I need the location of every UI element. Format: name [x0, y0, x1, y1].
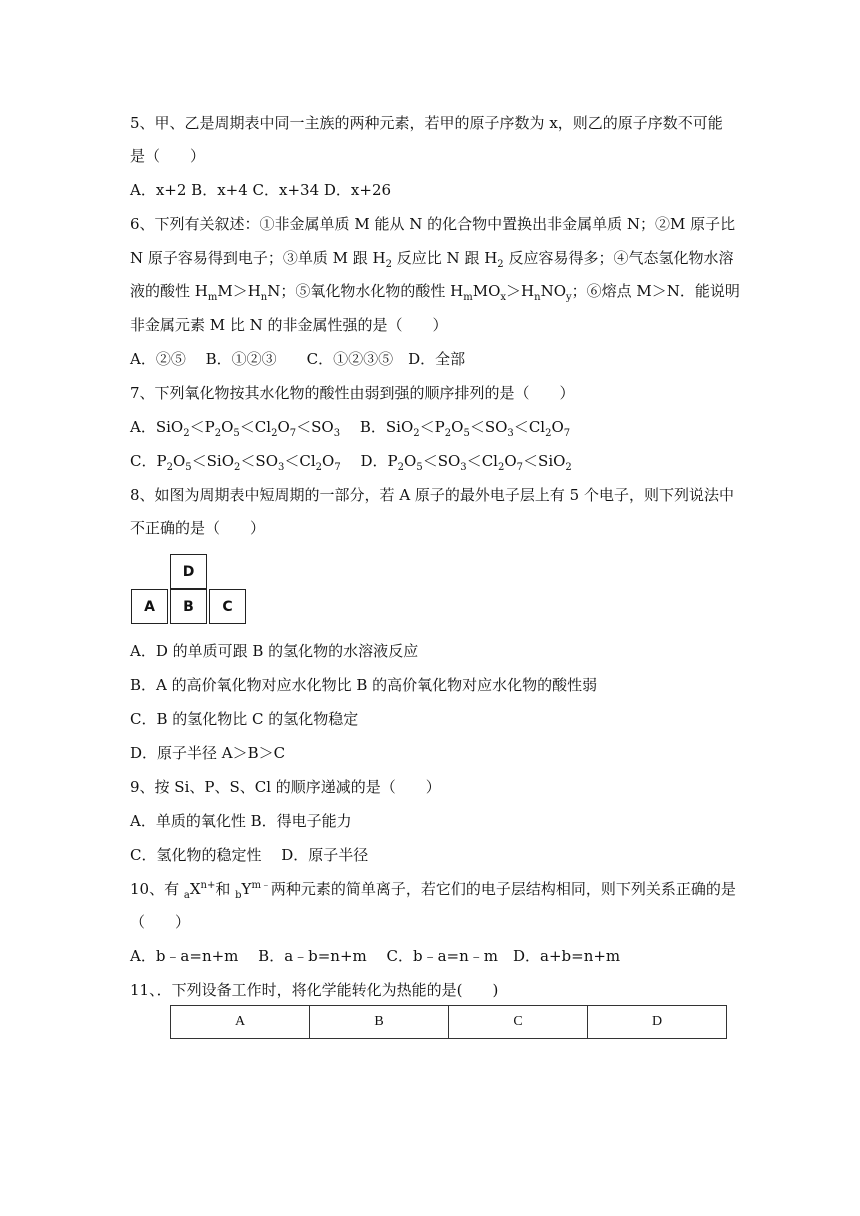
q5-options: A．x+2 B．x+4 C．x+34 D．x+26 [130, 181, 392, 199]
cell-b: B [170, 589, 207, 624]
q11-options-table [170, 1005, 727, 1039]
q6-stem-line1: 6、下列有关叙述：①非金属单质 M 能从 N 的化合物中置换出非金属单质 N；②M 原子比 [130, 215, 736, 233]
q10-stem-line2: （ ） [130, 913, 191, 931]
q9-options-line2: C．氢化物的稳定性 D．原子半径 [130, 846, 369, 864]
q9-stem: 9、按 Si、P、S、Cl 的顺序递减的是（ ） [130, 778, 441, 796]
q8-option-d: D．原子半径 A＞B＞C [130, 744, 286, 762]
q11-header-d: D [588, 1006, 727, 1039]
q5-stem-line1: 5、甲、乙是周期表中同一主族的两种元素，若甲的原子序数为 x，则乙的原子序数不可能 [130, 114, 723, 132]
q8-option-a: A．D 的单质可跟 B 的氢化物的水溶液反应 [130, 642, 419, 660]
q7-stem: 7、下列氧化物按其水化物的酸性由弱到强的顺序排列的是（ ） [130, 384, 575, 402]
q11-header-c: C [449, 1006, 588, 1039]
cell-d: D [170, 554, 207, 589]
q8-option-c: C．B 的氢化物比 C 的氢化物稳定 [130, 710, 359, 728]
q8-stem-line2: 不正确的是（ ） [130, 519, 266, 537]
q5-stem-line2: 是（ ） [130, 147, 206, 165]
cell-c: C [209, 589, 246, 624]
q6-stem-line3: 液的酸性 $H_mM>H_nN$；⑤氧化物水化物的酸性 $H_mMO_x>H_nNO_y$；⑥熔点 M＞N．能说明 [130, 282, 740, 303]
q8-option-b: B．A 的高价氧化物对应水化物比 B 的高价氧化物对应水化物的酸性弱 [130, 676, 598, 694]
q6-options: A．②⑤ B．①②③ C．①②③⑤ D．全部 [130, 350, 466, 368]
q7-options-cd: C．$P_2O_5<SiO_2<SO_3<Cl_2O_7$ D．$P_2O_5<SO_3<Cl_2O_7<SiO_2$ [130, 452, 572, 473]
q11-header-a: A [171, 1006, 310, 1039]
table-row [171, 1006, 727, 1039]
q10-stem-line1: 10、有 $_aX^{n+}$和 $_bY^{m﹣}$两种元素的简单离子，若它们的电子层结构相同，则下列关系正确的是 [130, 880, 736, 901]
cell-a: A [131, 589, 168, 624]
q6-stem-line2: N 原子容易得到电子；③单质 M 跟 $H_2$ 反应比 N 跟 $H_2$ 反应容易得多；④气态氢化物水溶 [130, 249, 734, 270]
q8-stem-line1: 8、如图为周期表中短周期的一部分，若 A 原子的最外电子层上有 5 个电子，则下列说法中 [130, 486, 734, 504]
q7-options-ab: A．$SiO_2<P_2O_5<Cl_2O_7<SO_3$ B．$SiO_2<P_2O_5<SO_3<Cl_2O_7$ [130, 418, 571, 439]
periodic-table-fragment [131, 554, 249, 625]
q10-options: A．b﹣a=n+m B．a﹣b=n+m C．b﹣a=n﹣m D．a+b=n+m [130, 947, 621, 965]
q11-stem: 11、．下列设备工作时，将化学能转化为热能的是( ) [130, 981, 499, 999]
q11-header-b: B [310, 1006, 449, 1039]
q9-options-line1: A．单质的氧化性 B．得电子能力 [130, 812, 352, 830]
q6-stem-line4: 非金属元素 M 比 N 的非金属性强的是（ ） [130, 316, 448, 334]
